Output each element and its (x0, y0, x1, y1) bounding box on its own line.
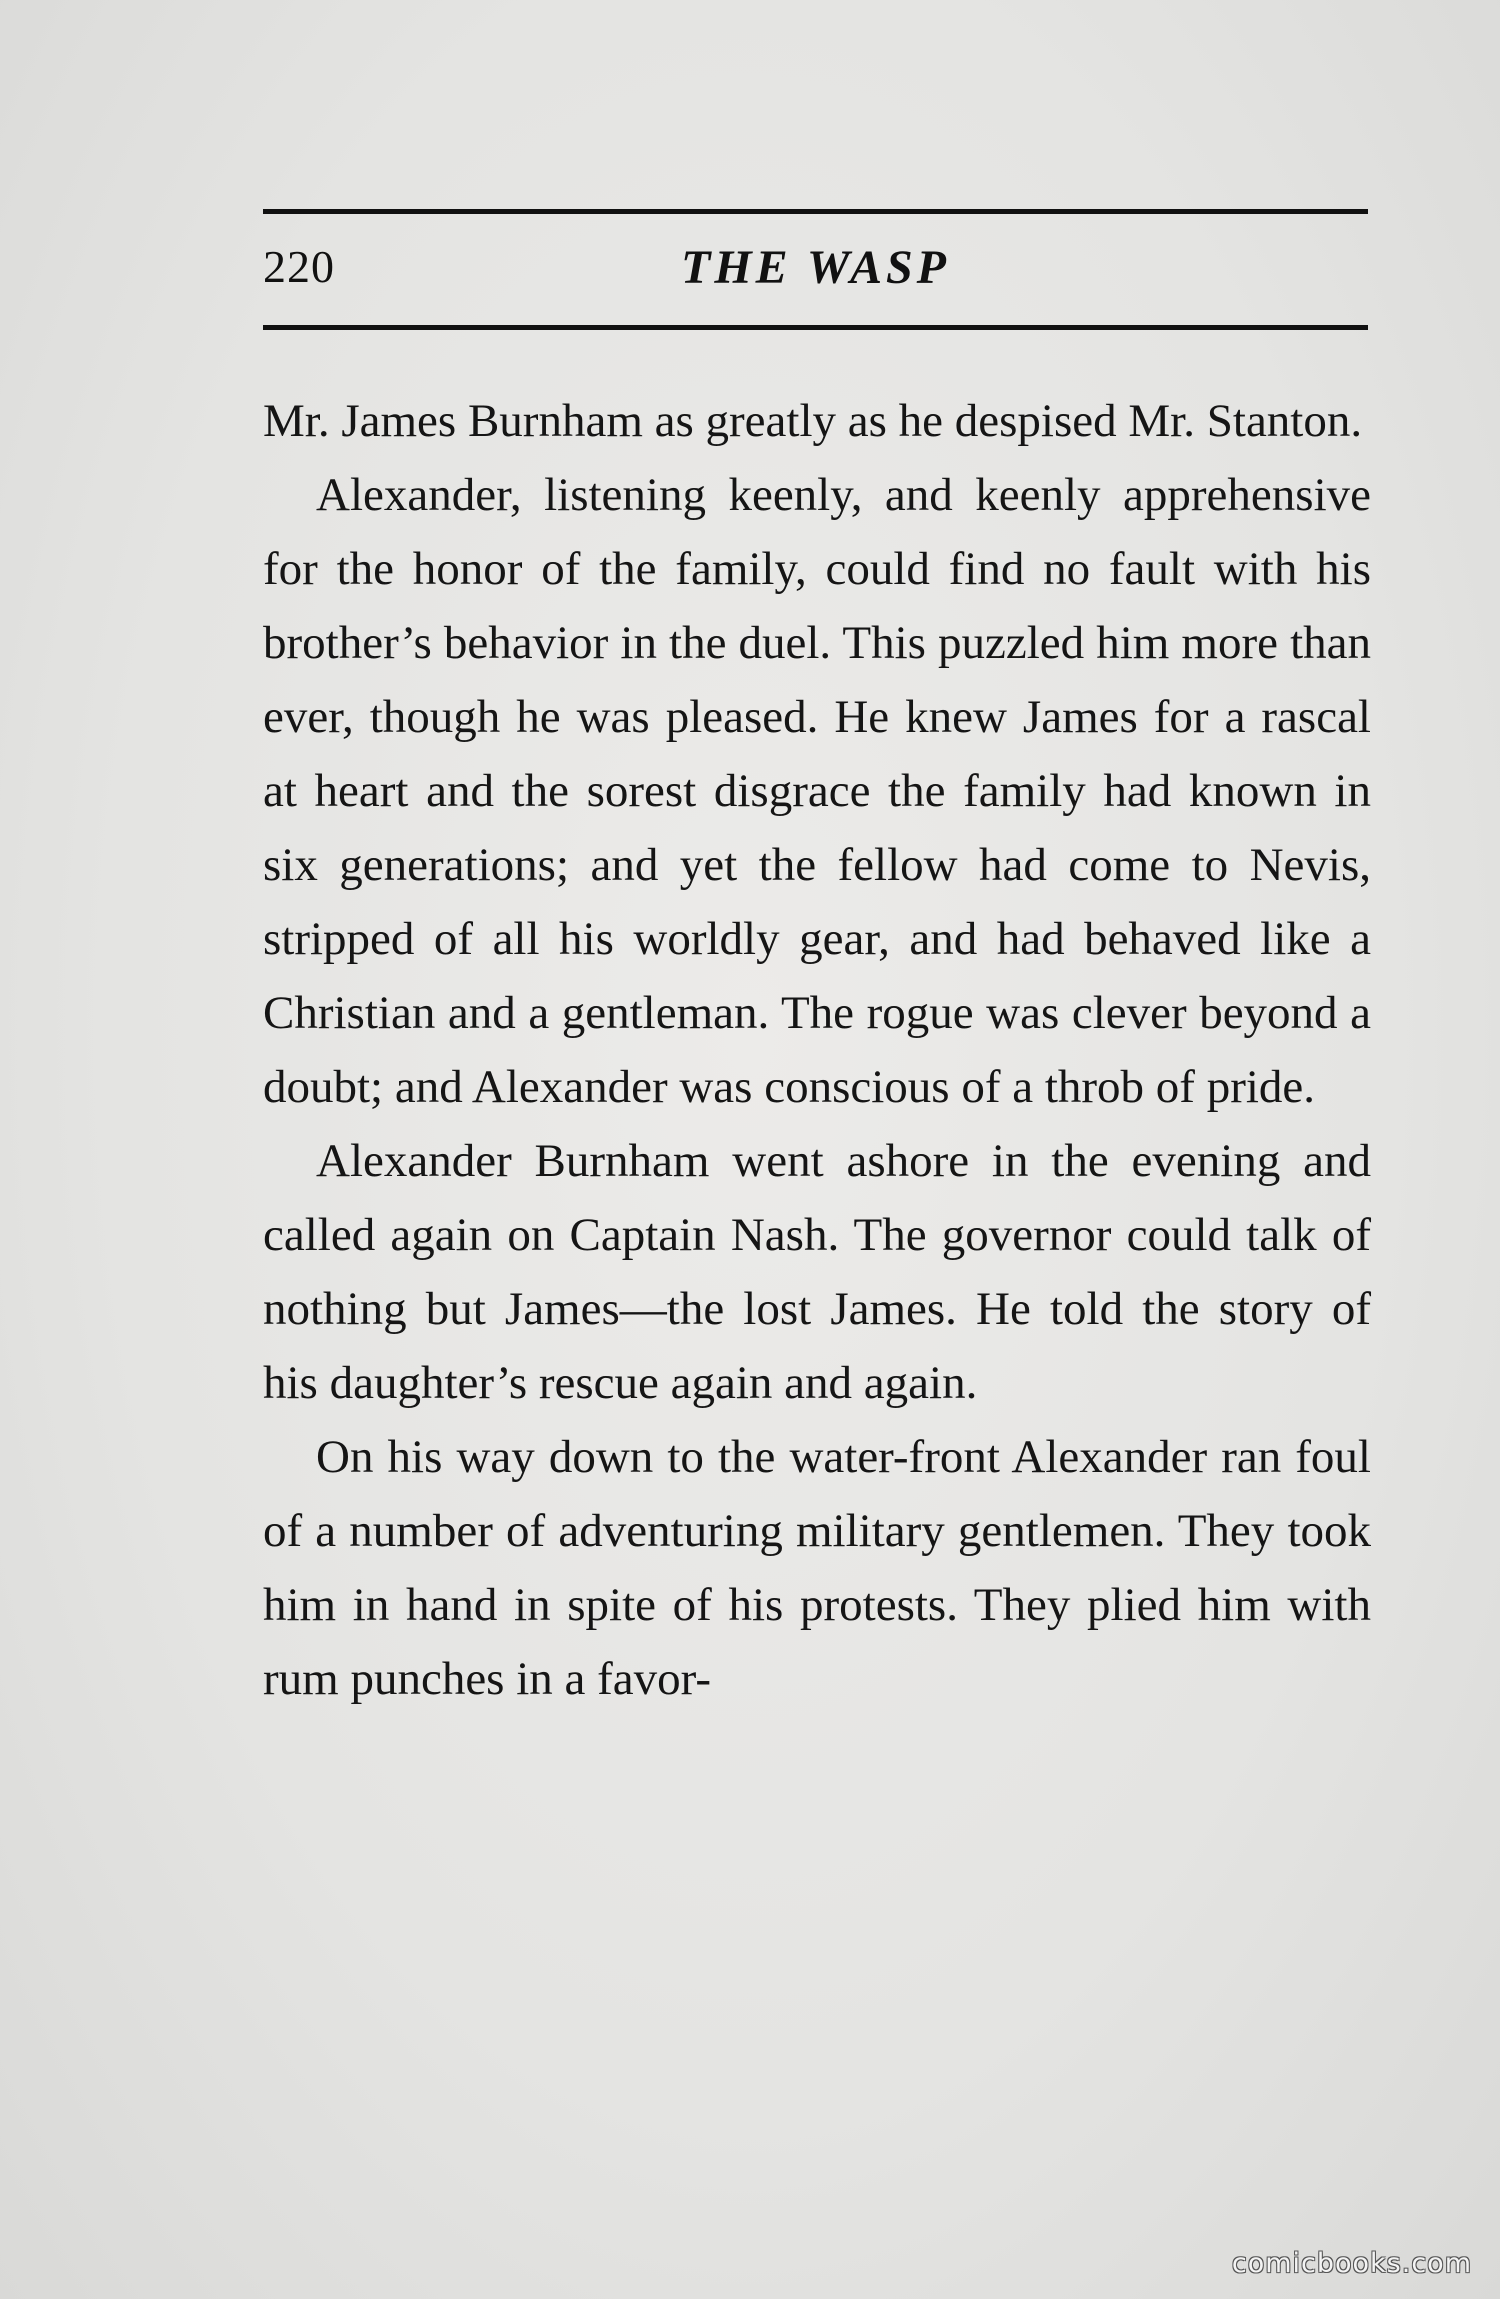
watermark: comicbooks.com (1231, 2248, 1472, 2279)
header-rule-bottom (263, 325, 1368, 330)
paragraph: Alexander, listening keenly, and keenly apprehensive for the honor of the family, could find no fault with his brother’s behavior in the duel. This puzzled him more than ever, though he was pleased. He knew James for a rascal at heart and the sorest disgrace the family had known in six generations; and yet the fellow had come to Nevis, stripped of all his worldly gear, and had behaved like a Christian and a gentleman. The rogue was clever beyond a doubt; and Alexander was conscious of a throb of pride. (263, 469, 1371, 1113)
running-title: THE WASP (681, 241, 950, 294)
paragraph: Alexander Burnham went ashore in the evening and called again on Captain Nash. The governor could talk of nothing but James—the lost James. He told the story of his daughter’s rescue again and again. (263, 1135, 1371, 1409)
body-text (263, 384, 1371, 1716)
header-rule-top (263, 209, 1368, 214)
page-number: 220 (263, 241, 335, 292)
paragraph: On his way down to the water-front Alexander ran foul of a number of adventuring military gentlemen. They took him in hand in spite of his protests. They plied him with rum punches in a favor- (263, 1431, 1371, 1705)
paragraph-continued: Mr. James Burnham as greatly as he despised Mr. Stanton. (263, 395, 1363, 447)
running-head (263, 236, 1368, 306)
